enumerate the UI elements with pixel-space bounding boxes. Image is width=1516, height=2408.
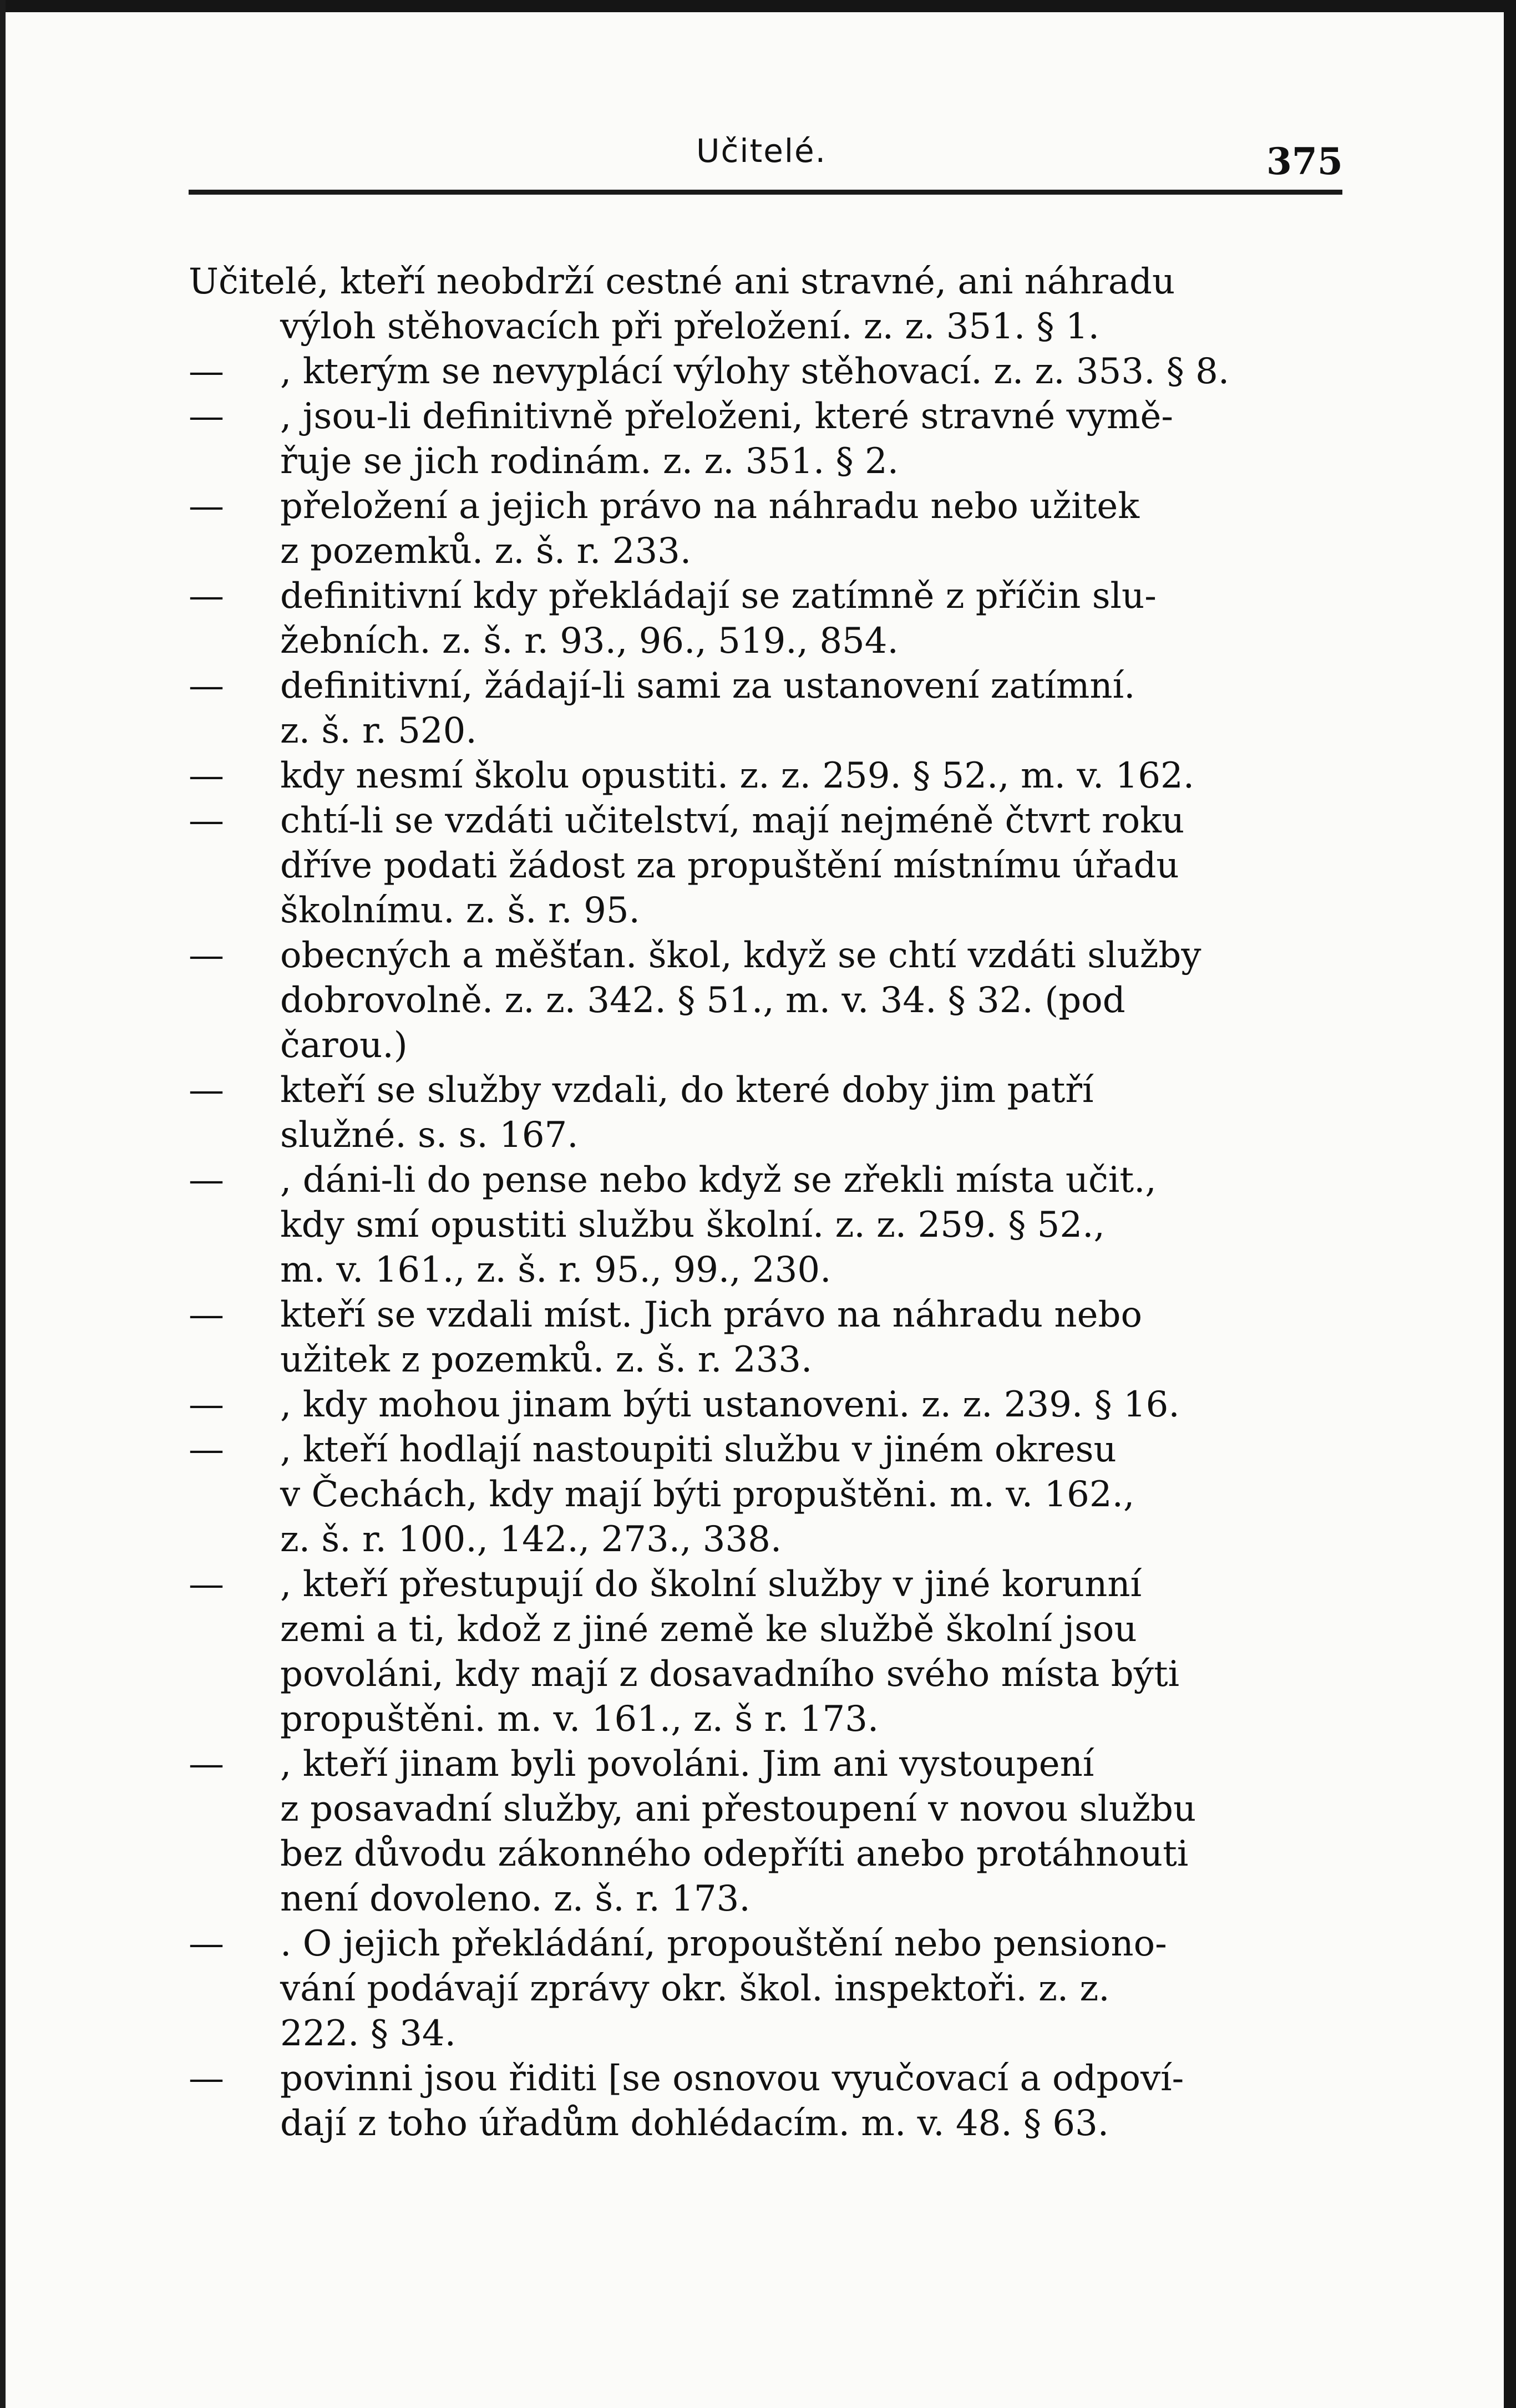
entry-dash: —: [189, 1160, 224, 1201]
entry-line: kdy smí opustiti službu školní. z. z. 259. § 52.,: [280, 1205, 1105, 1246]
index-entry: [189, 1158, 1348, 1293]
entry-dash: —: [189, 1384, 224, 1425]
index-entry: [189, 1922, 1348, 2056]
entry-text: [280, 1742, 1348, 1922]
entry-line: kteří se služby vzdali, do které doby jim patří: [280, 1070, 1094, 1111]
entry-dash: —: [189, 396, 224, 437]
entry-text: [189, 260, 1348, 349]
entry-dash: —: [189, 800, 224, 841]
entry-dash: —: [189, 1294, 224, 1335]
entry-line: chtí-li se vzdáti učitelství, mají nejméně čtvrt roku: [280, 800, 1185, 841]
index-entry: [189, 349, 1348, 394]
scan-border-right: [1504, 0, 1516, 2408]
entry-line: Učitelé, kteří neobdrží cestné ani stravné, ani náhradu: [189, 261, 1175, 302]
entry-line: výloh stěhovacích při přeložení. z. z. 351. § 1.: [280, 306, 1099, 347]
entry-line: , kdy mohou jinam býti ustanoveni. z. z. 239. § 16.: [280, 1384, 1180, 1425]
index-entry: [189, 933, 1348, 1068]
page-number: 375: [1266, 140, 1343, 183]
entry-text: [280, 1158, 1348, 1293]
index-entry: [189, 1293, 1348, 1383]
entry-text: [280, 1562, 1348, 1742]
index-entries: [189, 260, 1348, 2146]
entry-line: kdy nesmí školu opustiti. z. z. 259. § 52., m. v. 162.: [280, 755, 1195, 796]
entry-line: vání podávají zprávy okr. škol. inspektoři. z. z.: [280, 1968, 1110, 2009]
entry-dash: —: [189, 1429, 224, 1470]
entry-line: bez důvodu zákonného odepříti anebo protáhnouti: [280, 1833, 1189, 1874]
index-entry: [189, 2056, 1348, 2146]
entry-line: povoláni, kdy mají z dosavadního svého místa býti: [280, 1654, 1180, 1695]
header-rule: [189, 190, 1342, 195]
entry-line: z. š. r. 100., 142., 273., 338.: [280, 1519, 782, 1560]
entry-line: z. š. r. 520.: [280, 710, 477, 751]
scan-border-top: [0, 0, 1516, 12]
entry-text: [280, 1922, 1348, 2056]
entry-dash: —: [189, 1564, 224, 1605]
entry-line: , kterým se nevyplácí výlohy stěhovací. z. z. 353. § 8.: [280, 351, 1230, 392]
entry-line: definitivní kdy překládají se zatímně z příčin slu-: [280, 576, 1157, 617]
entry-line: užitek z pozemků. z. š. r. 233.: [280, 1339, 813, 1380]
entry-line: v Čechách, kdy mají býti propuštěni. m. v. 162.,: [280, 1474, 1135, 1515]
entry-dash: —: [189, 2058, 224, 2099]
entry-line: povinni jsou řiditi [se osnovou vyučovací a odpoví-: [280, 2058, 1184, 2099]
entry-line: není dovoleno. z. š. r. 173.: [280, 1878, 751, 1919]
entry-line: , jsou-li definitivně přeloženi, které stravné vymě-: [280, 396, 1174, 437]
entry-dash: —: [189, 1923, 224, 1964]
entry-text: [280, 349, 1348, 394]
entry-text: [280, 1427, 1348, 1562]
entry-line: propuštěni. m. v. 161., z. š r. 173.: [280, 1699, 879, 1740]
entry-text: [280, 1293, 1348, 1383]
entry-line: z posavadní služby, ani přestoupení v novou službu: [280, 1789, 1196, 1830]
entry-text: [280, 1383, 1348, 1427]
entry-dash: —: [189, 351, 224, 392]
index-entry: [189, 484, 1348, 574]
entry-line: definitivní, žádají-li sami za ustanovení zatímní.: [280, 665, 1135, 707]
index-entry: [189, 260, 1348, 349]
entry-dash: —: [189, 665, 224, 707]
entry-dash: —: [189, 486, 224, 527]
index-entry: [189, 799, 1348, 933]
running-title: Učitelé.: [696, 132, 827, 170]
entry-dash: —: [189, 576, 224, 617]
entry-line: 222. § 34.: [280, 2013, 456, 2054]
index-entry: [189, 574, 1348, 664]
entry-text: [280, 2056, 1348, 2146]
entry-line: řuje se jich rodinám. z. z. 351. § 2.: [280, 441, 899, 482]
entry-line: přeložení a jejich právo na náhradu nebo užitek: [280, 486, 1140, 527]
entry-dash: —: [189, 935, 224, 976]
entry-dash: —: [189, 755, 224, 796]
index-entry: [189, 1068, 1348, 1158]
entry-line: žebních. z. š. r. 93., 96., 519., 854.: [280, 621, 899, 662]
entry-line: . O jejich překládání, propouštění nebo pensiono-: [280, 1923, 1167, 1964]
entry-line: školnímu. z. š. r. 95.: [280, 890, 640, 931]
entry-text: [280, 664, 1348, 754]
entry-line: obecných a měšťan. škol, když se chtí vzdáti služby: [280, 935, 1201, 976]
index-entry: [189, 754, 1348, 799]
entry-dash: —: [189, 1744, 224, 1785]
entry-line: m. v. 161., z. š. r. 95., 99., 230.: [280, 1249, 831, 1291]
index-entry: [189, 664, 1348, 754]
entry-line: , kteří přestupují do školní služby v jiné korunní: [280, 1564, 1142, 1605]
entry-text: [280, 754, 1348, 799]
entry-text: [280, 574, 1348, 664]
entry-line: , kteří jinam byli povoláni. Jim ani vystoupení: [280, 1744, 1094, 1785]
index-entry: [189, 1383, 1348, 1427]
entry-text: [280, 394, 1348, 484]
entry-line: čarou.): [280, 1025, 408, 1066]
entry-text: [280, 799, 1348, 933]
entry-line: z pozemků. z. š. r. 233.: [280, 531, 692, 572]
entry-line: , dáni-li do pense nebo když se zřekli místa učit.,: [280, 1160, 1157, 1201]
index-entry: [189, 394, 1348, 484]
entry-line: dříve podati žádost za propuštění místnímu úřadu: [280, 845, 1179, 886]
entry-text: [280, 933, 1348, 1068]
entry-line: dobrovolně. z. z. 342. § 51., m. v. 34. § 32. (pod: [280, 980, 1125, 1021]
index-entry: [189, 1562, 1348, 1742]
entry-dash: —: [189, 1070, 224, 1111]
entry-text: [280, 484, 1348, 574]
entry-line: kteří se vzdali míst. Jich právo na náhradu nebo: [280, 1294, 1142, 1335]
index-entry: [189, 1742, 1348, 1922]
entry-line: služné. s. s. 167.: [280, 1115, 579, 1156]
entry-text: [280, 1068, 1348, 1158]
entry-line: , kteří hodlají nastoupiti službu v jiném okresu: [280, 1429, 1117, 1470]
entry-line: dají z toho úřadům dohlédacím. m. v. 48. § 63.: [280, 2103, 1109, 2144]
entry-line: zemi a ti, kdož z jiné země ke službě školní jsou: [280, 1609, 1137, 1650]
scan-border-left: [0, 0, 6, 2408]
index-entry: [189, 1427, 1348, 1562]
